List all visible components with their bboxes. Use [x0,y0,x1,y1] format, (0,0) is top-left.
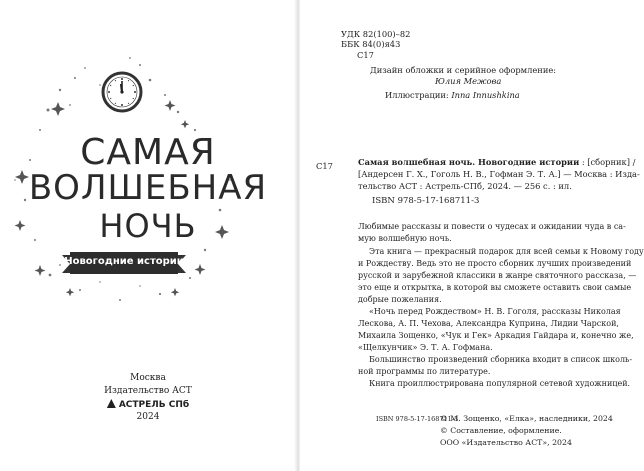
udc-code: УДК 82(100)–82 [341,29,411,39]
publisher-city: Москва [130,373,166,383]
catalog-line-1 [358,158,635,168]
catalog-title: Самая волшебная ночь. Новогодние истории [358,157,580,167]
description-line: Книга проиллюстрирована популярной сетевой художницей. [369,379,631,388]
catalog-line-1-rest: : [сборник] / [579,157,636,167]
clock-icon [100,70,144,114]
book-title-line-1: САМАЯ [80,132,216,173]
illustrations-label: Иллюстрации: [385,90,449,100]
description-line: Эта книга — прекрасный подарок для всей семьи к Новому году [369,247,644,256]
book-subtitle: Новогодние истории [64,256,184,267]
description-line: «Ночь перед Рождеством» Н. В. Гоголя, рассказы Николая [369,307,621,316]
illustrator-name: Inna Innushkina [451,90,520,100]
publisher-name: Издательство АСТ [104,386,192,396]
description-line: это еще и открытка, в которой вы сможете оставить свои самые [358,283,632,292]
copyright-line: ООО «Издательство АСТ», 2024 [440,438,572,447]
bbk-code: ББК 84(0)я43 [341,39,401,49]
illustrations-credit [385,91,520,101]
imprint-logo [0,399,296,410]
book-title-line-3: НОЧЬ [99,207,197,245]
description-line: Лескова, А. П. Чехова, Александра Куприна, Лидии Чарской, [358,319,619,328]
isbn-main: ISBN 978-5-17-168711-3 [372,196,480,206]
description-line: Михаила Зощенко, «Чук и Гек» Аркадия Гайдара и, конечно же, [358,331,634,340]
cover-designer: Юлия Межова [435,76,502,86]
description-line: мую волшебную ночь. [358,234,452,243]
catalog-cutter: С17 [316,161,333,171]
title-page [0,0,296,471]
description-line: Любимые рассказы и повести о чудесах и ожидании чуда в са- [358,222,626,231]
description-line: ной программы по литературе. [358,367,491,376]
imprint-logo-text: АСТРЕЛЬ СПб [118,400,190,410]
cover-design-label: Дизайн обложки и серийное оформление: [370,65,557,75]
description-line: русской и зарубежной классики в жанре святочного рассказа, — [358,271,637,280]
catalog-line-3: тельство АСТ : Астрель-СПб, 2024. — 256 с. : ил. [358,181,572,191]
copyright-line: © Составление, оформление. [440,426,562,435]
cutter-code: С17 [357,50,374,60]
description-line: «Щелкунчик» Э. Т. А. Гофмана. [358,343,493,352]
astrel-logo-icon [107,399,116,408]
isbn-footer: ISBN 978-5-17-168711-3 [376,415,459,423]
catalog-line-2: [Андерсен Г. Х., Гоголь Н. В., Гофман Э. Т. А.] — Москва : Изда- [358,169,640,179]
copyright-line: © М. Зощенко, «Елка», наследники, 2024 [440,414,613,423]
publication-year: 2024 [136,412,160,422]
description-line: Большинство произведений сборника входит в список школь- [369,355,633,364]
book-title-line-2: ВОЛШЕБНАЯ [28,168,268,208]
description-line: и Рождеству. Ведь это не просто сборник лучших произведений [358,259,632,268]
description-line: добрые пожелания. [358,295,442,304]
